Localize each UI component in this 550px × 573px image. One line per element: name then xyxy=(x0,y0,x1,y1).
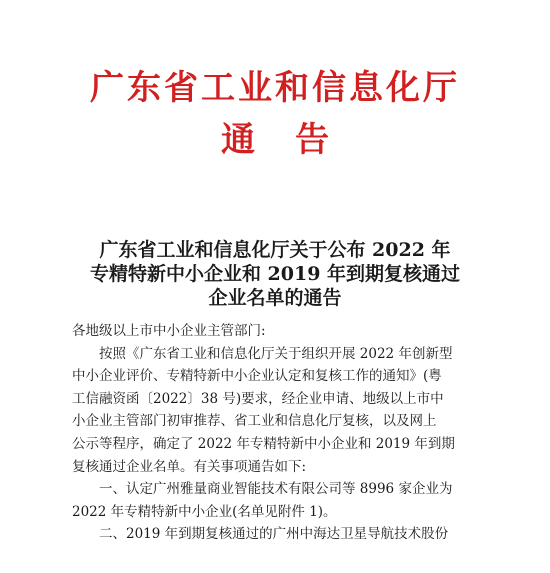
paragraph-1-line-5: 公示等程序，确定了 2022 年专精特新中小企业和 2019 年到期 xyxy=(72,435,455,452)
notice-body xyxy=(72,320,492,546)
document-type-label: 通告 xyxy=(221,120,369,160)
heading-line-2: 专精特新中小企业和 2019 年到期复核通过 xyxy=(89,263,461,285)
notice-heading xyxy=(40,238,510,310)
heading-line-1: 广东省工业和信息化厅关于公布 2022 年 xyxy=(99,239,451,261)
paragraph-1-line-3: 工信融资函〔2022〕38 号)要求，经企业申请、地级以上市中 xyxy=(72,390,444,407)
item-2-line-1: 二、2019 年到期复核通过的广州中海达卫星导航技术股份 xyxy=(99,526,449,543)
item-1-line-2: 2022 年专精特新中小企业(名单见附件 1)。 xyxy=(72,503,337,520)
paragraph-1-line-1: 按照《广东省工业和信息化厅关于组织开展 2022 年创新型 xyxy=(99,345,453,362)
heading-line-3: 企业名单的通告 xyxy=(208,287,342,309)
paragraph-1-line-2: 中小企业评价、专精特新中小企业认定和复核工作的通知》(粤 xyxy=(72,368,442,385)
issuing-organization-title: 广东省工业和信息化厅 xyxy=(90,68,460,108)
addressee-line: 各地级以上市中小企业主管部门: xyxy=(72,323,266,339)
paragraph-1-line-6: 复核通过企业名单。有关事项通告如下: xyxy=(72,458,307,475)
item-1-line-1: 一、认定广州雅量商业智能技术有限公司等 8996 家企业为 xyxy=(99,481,453,498)
paragraph-1-line-4: 小企业主管部门初审推荐、省工业和信息化厅复核，以及网上 xyxy=(72,413,437,430)
